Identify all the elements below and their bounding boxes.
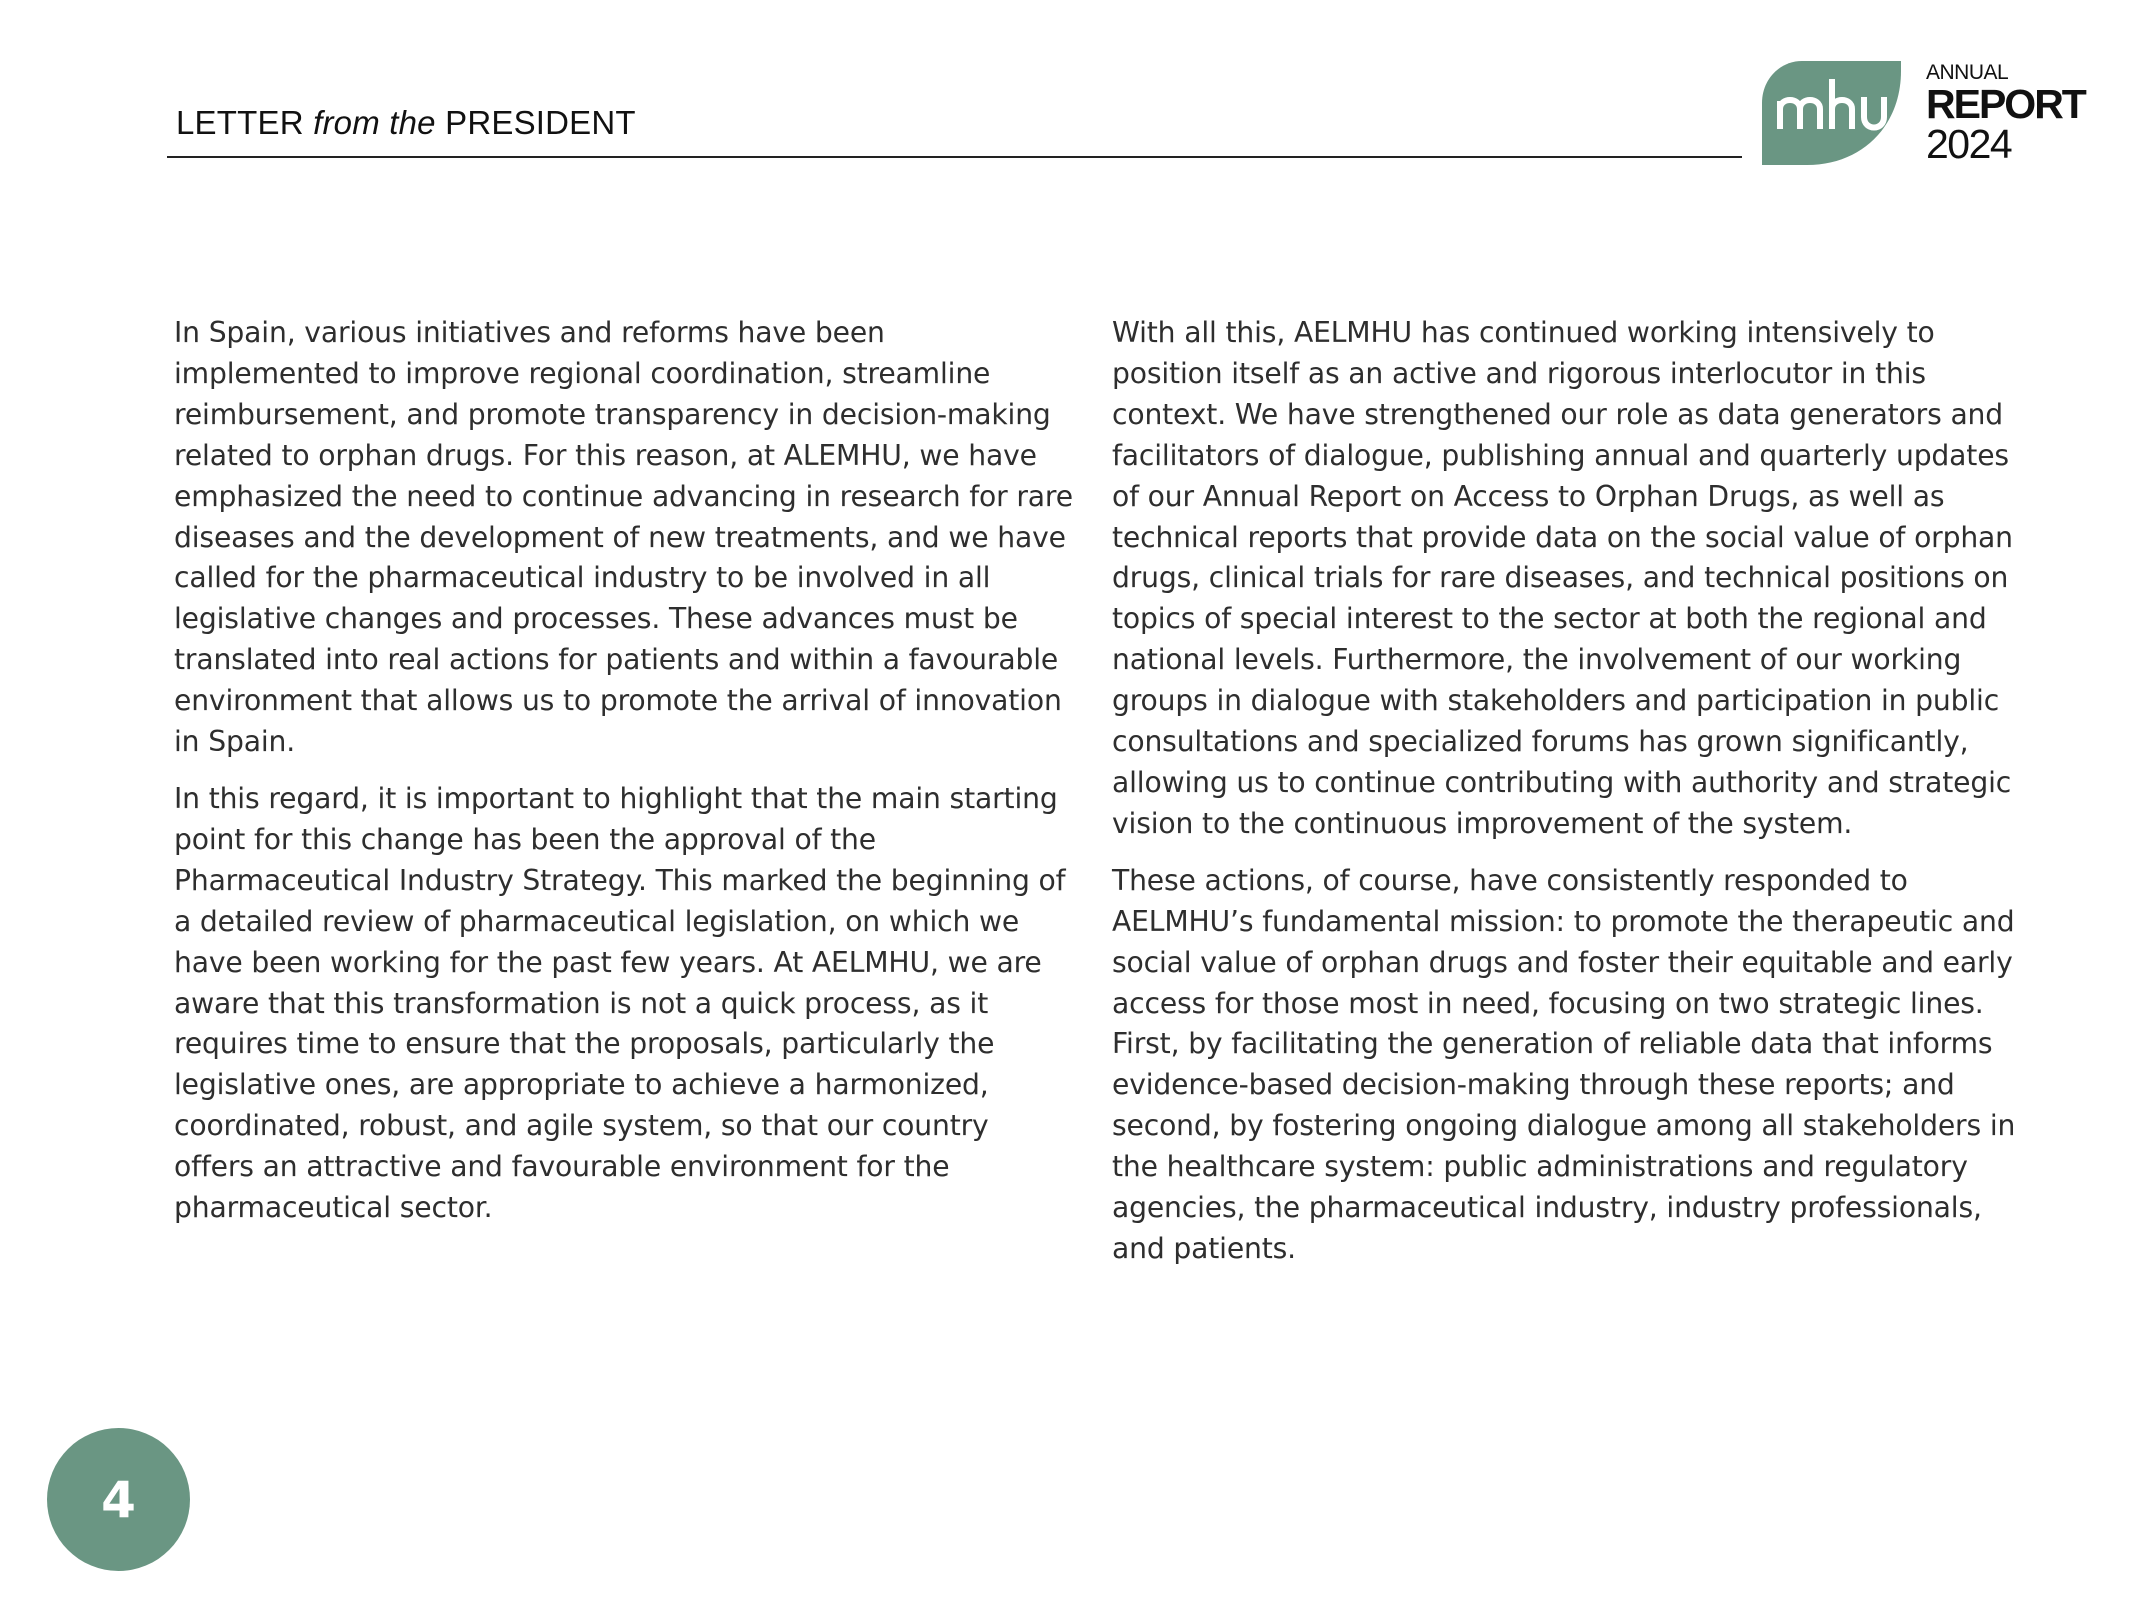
title-from-the: from the [313,104,436,141]
left-column [174,313,1074,1245]
paragraph: With all this, AELMHU has continued working intensively to position itself as an active and rigorous interlocutor in this context. We have strengthened our role as data generators and facilitators of dialogue, publishing annual and quarterly updates of our Annual Report on Access to Orphan Drugs, as well as technical reports that provide data on the social value of orphan drugs, clinical trials for rare diseases, and technical positions on topics of special interest to the sector at both the regional and national levels. Furthermore, the involvement of our working groups in dialogue with stakeholders and participation in public consultations and specialized forums has grown significantly, allowing us to continue contributing with authority and strategic vision to the continuous improvement of the system. [1112,316,2013,840]
brand-report: REPORT [1926,81,2085,127]
mhu-logo-icon [1762,61,1901,165]
title-letter: LETTER [176,104,314,141]
paragraph: These actions, of course, have consistently responded to AELMHU’s fundamental mission: to promote the therapeutic and social value of orphan drugs and foster their equitable and early access for those most in need, focusing on two strategic lines. First, by facilitating the generation of reliable data that informs evidence-based decision-making through these reports; and second, by fostering ongoing dialogue among all stakeholders in the healthcare system: public administrations and regulatory agencies, the pharmaceutical industry, industry professionals, and patients. [1112,863,2016,1265]
annual-report-brand [1926,61,2085,167]
page-section-title [176,104,636,142]
paragraph: In Spain, various initiatives and reforms have been implemented to improve regional coordination, streamline reimbursement, and promote transparency in decision-making related to orphan drugs. For this reason, at ALEMHU, we have emphasized the need to continue advancing in research for rare diseases and the development of new treatments, and we have called for the pharmaceutical industry to be involved in all legislative changes and processes. These advances must be translated into real actions for patients and within a favourable environment that allows us to promote the arrival of innovation in Spain. [174,316,1073,759]
brand-annual: ANNUAL [1926,61,2009,84]
header-divider [167,156,1742,158]
paragraph: In this regard, it is important to highlight that the main starting point for this change has been the approval of the Pharmaceutical Industry Strategy. This marked the beginning of a detailed review of pharmaceutical legislation, on which we have been working for the past few years. At AELMHU, we are aware that this transformation is not a quick process, as it requires time to ensure that the proposals, particularly the legislative ones, are appropriate to achieve a harmonized, coordinated, robust, and agile system, so that our country offers an attractive and favourable environment for the pharmaceutical sector. [174,781,1066,1225]
title-president: PRESIDENT [435,104,636,141]
right-column [1112,313,2032,1286]
brand-year: 2024 [1926,121,2012,167]
page-number: 4 [101,1470,136,1529]
page-number-badge [47,1428,190,1571]
